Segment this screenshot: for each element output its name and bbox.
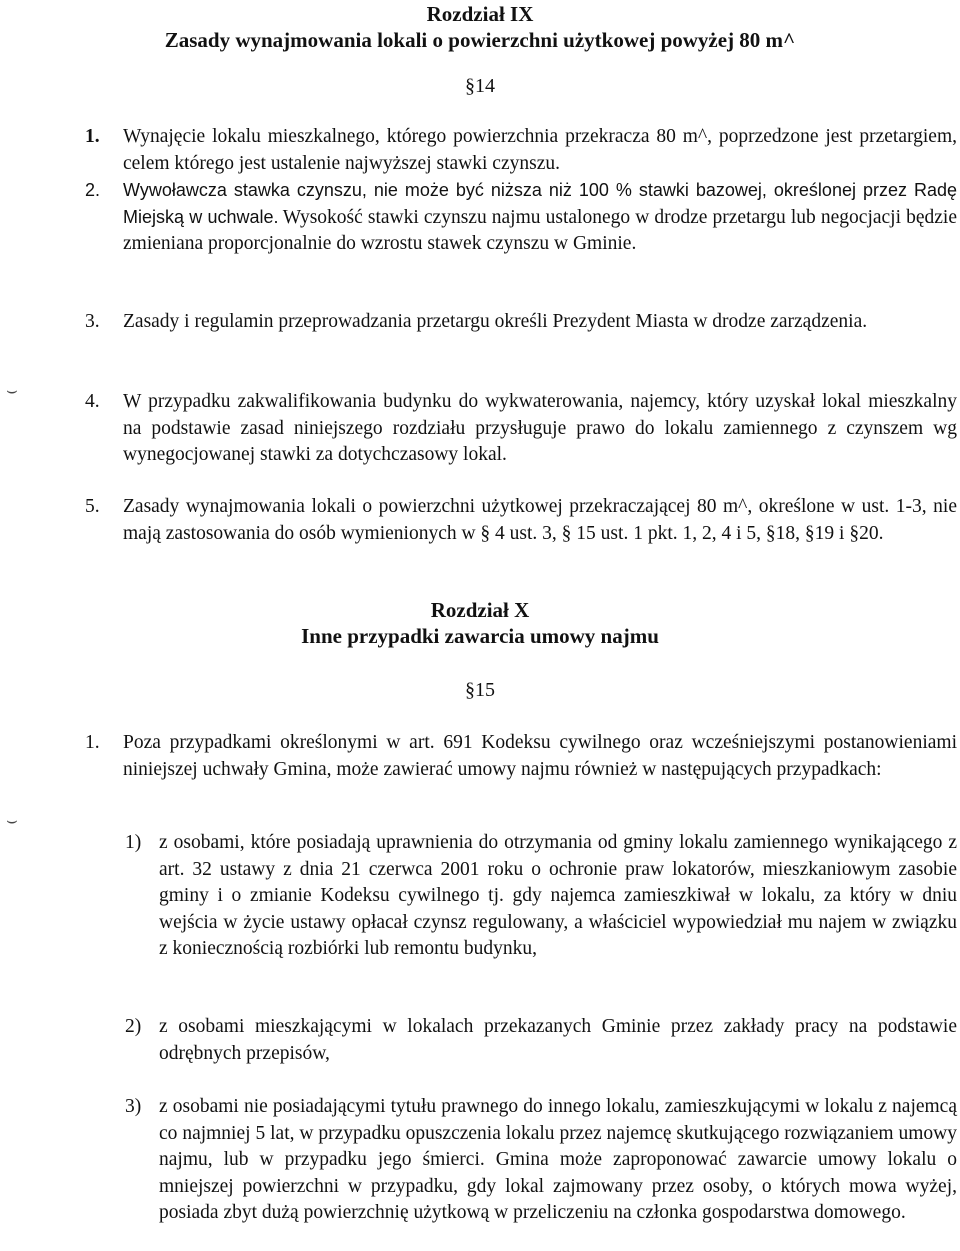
item-number: 2. — [85, 180, 101, 200]
item-number: 1. — [85, 732, 100, 753]
chapter-9-title: Rozdział IX — [426, 2, 534, 26]
ch10-point-2 — [125, 1014, 957, 1067]
item-number: 4. — [85, 391, 100, 412]
ch9-item-3 — [85, 309, 957, 336]
ch9-item-5 — [85, 494, 957, 547]
ch9-item-4 — [85, 389, 957, 469]
item-text-a: Wywoławcza stawka czynszu, nie może być niższa niż 100 % stawki bazowej, określonej przez Radę Miejską w uchwale. — [123, 180, 957, 227]
point-number: 2) — [125, 1016, 142, 1037]
item-text: Poza przypadkami określonymi w art. 691 Kodeksu cywilnego oraz wcześniejszymi postanowieniami niniejszej uchwały Gmina, może zawierać umowy najmu również w następujących przypadkach: — [123, 732, 957, 780]
item-text: W przypadku zakwalifikowania budynku do wykwaterowania, najemcy, który uzyskał lokal mieszkalny na podstawie zasad niniejszego rozdziału przysługuje prawo do lokalu zamiennego z czynszem wg wynegocjowanej stawki za dotychczasowy lokal. — [123, 391, 957, 465]
point-text: z osobami mieszkającymi w lokalach przekazanych Gminie przez zakłady pracy na podstawie odrębnych przepisów, — [159, 1016, 957, 1064]
ch9-item-1 — [85, 124, 957, 177]
chapter-9-subtitle: Zasady wynajmowania lokali o powierzchni użytkowej powyżej 80 m^ — [164, 28, 796, 52]
item-text-b: Wysokość stawki czynszu najmu ustalonego w drodze przetargu lub negocjacji będzie zmieniana proporcjonalnie do wzrostu stawek czynszu w Gminie. — [123, 206, 957, 254]
item-text: Zasady i regulamin przeprowadzania przetargu określi Prezydent Miasta w drodze zarządzenia. — [123, 311, 868, 332]
item-text: Wynajęcie lokalu mieszkalnego, którego powierzchnia przekracza 80 m^, poprzedzone jest przetargiem, celem którego jest ustalenie najwyższej stawki czynszu. — [123, 126, 957, 174]
ch10-intro — [85, 730, 957, 783]
item-text: Zasady wynajmowania lokali o powierzchni użytkowej przekraczającej 80 m^, określone w ust. 1-3, nie mają zastosowania do osób wymienionych w § 4 ust. 3, § 15 ust. 1 pkt. 1, 2, 4 i 5, §18, §19 i §20. — [123, 496, 957, 544]
point-text: z osobami, które posiadają uprawnienia do otrzymania od gminy lokalu zamiennego wynikającego z art. 32 ustawy z dnia 21 czerwca 2001 roku o ochronie praw lokatorów, mieszkaniowym zasobie gminy i o zmianie Kodeksu cywilnego tj. gdy najemca zamieszkiwał w lokalu, za który w dniu wejścia w życie ustawy opłacał czynsz regulowany, a właściciel wypowiedział mu najem w związku z koniecznością rozbiórki lub remontu budynku, — [159, 832, 957, 959]
section-14-heading: §14 — [465, 75, 495, 97]
margin-mark: ⌣ — [6, 380, 18, 401]
section-15-heading: §15 — [465, 679, 495, 701]
point-number: 3) — [125, 1096, 142, 1117]
margin-mark: ⌣ — [6, 810, 18, 831]
ch9-item-2 — [85, 177, 957, 258]
item-number: 1. — [85, 126, 100, 147]
ch10-point-3 — [125, 1094, 957, 1227]
chapter-10-title: Rozdział X — [430, 598, 530, 622]
point-number: 1) — [125, 832, 142, 853]
item-number: 3. — [85, 311, 100, 332]
ch10-point-1 — [125, 830, 957, 963]
item-number: 5. — [85, 496, 100, 517]
chapter-10-subtitle: Inne przypadki zawarcia umowy najmu — [301, 624, 659, 648]
point-text: z osobami nie posiadającymi tytułu prawnego do innego lokalu, zamieszkującymi w lokalu z najemcą co najmniej 5 lat, w przypadku opuszczenia lokalu przez najemcę skutkującego rozwiązaniem umowy najmu, lub w przypadku jego śmierci. Gmina może zaproponować zawarcie umowy lokalu o mniejszej powierzchni w przypadku, gdy lokal zajmowany przez osoby, o których mowa wyżej, posiada zbyt dużą powierzchnię użytkową w przeliczeniu na członka gospodarstwa domowego. — [159, 1096, 957, 1223]
